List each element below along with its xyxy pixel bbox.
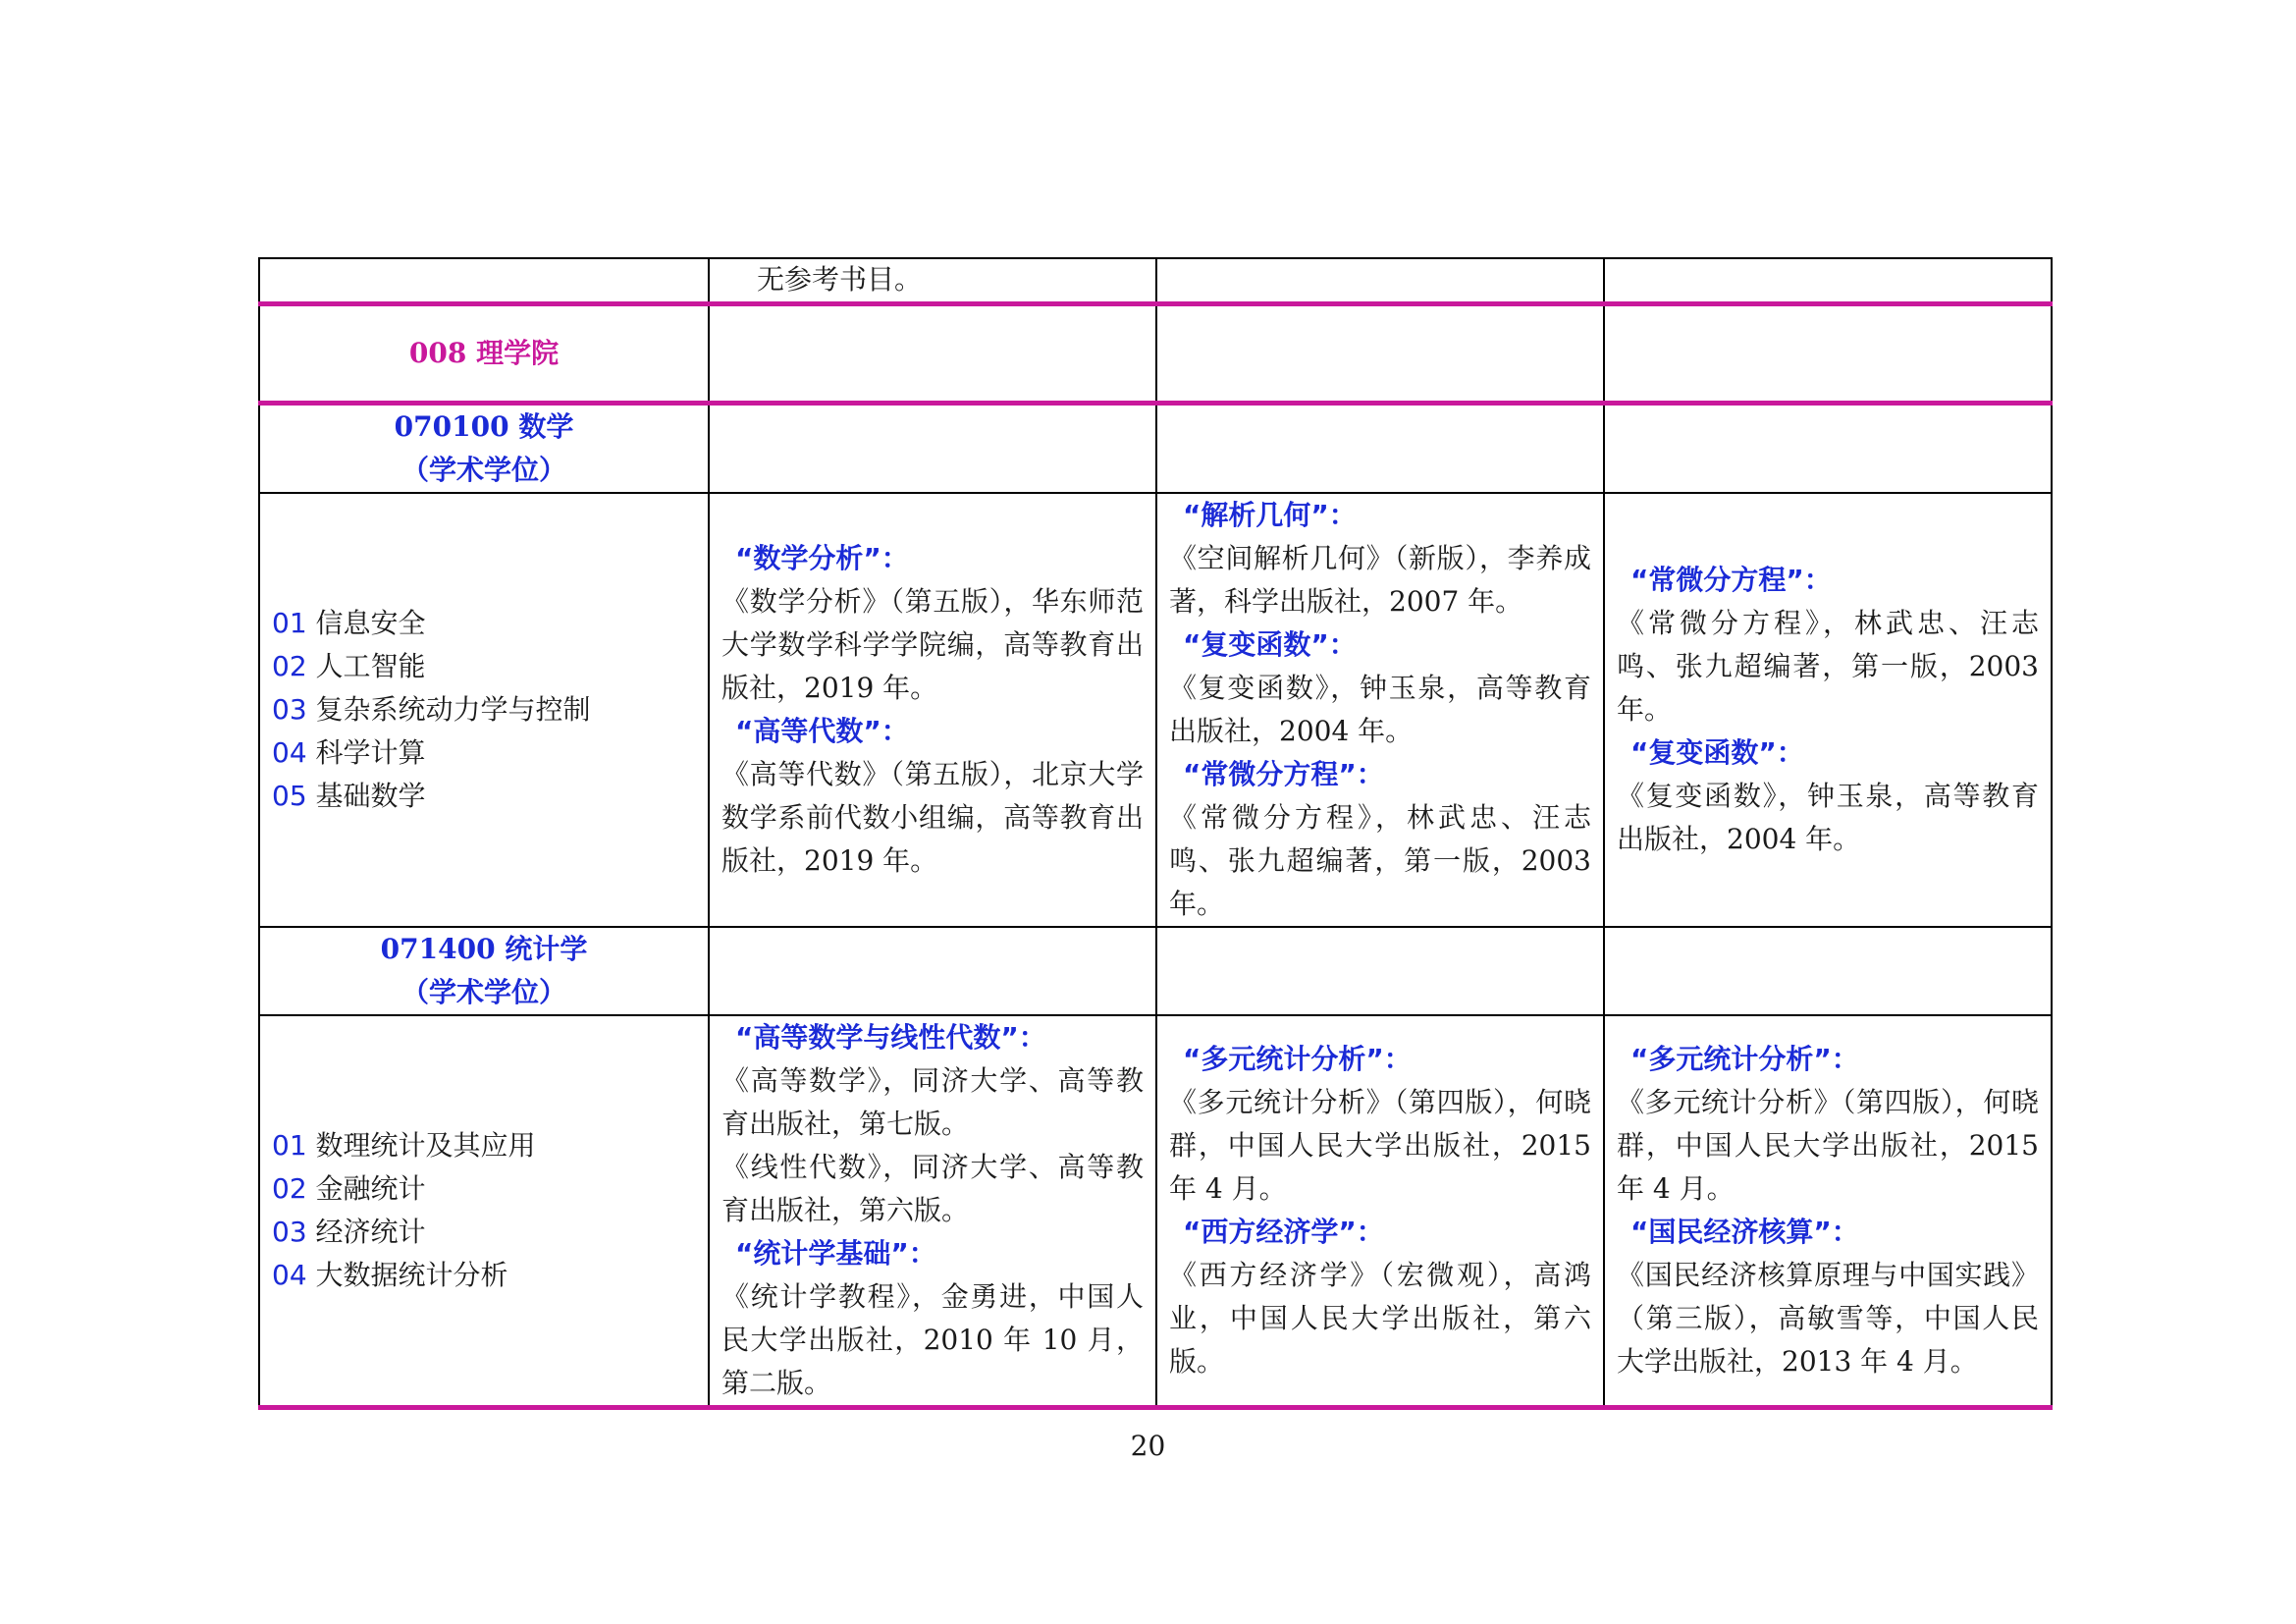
subject-title: “常微分方程”：: [1630, 563, 1832, 596]
direction-item: 05 基础数学: [272, 779, 426, 812]
reference-cell: [709, 493, 1156, 927]
table-row: [259, 403, 2052, 493]
table-cell: [1604, 258, 2052, 303]
subject-title: “数学分析”：: [735, 541, 909, 574]
table-row: [259, 258, 2052, 303]
book-entry: 《复变函数》，钟玉泉，高等教育出版社，2004 年。: [1617, 779, 2039, 855]
book-entry: 《常微分方程》，林武忠、汪志鸣、张九超编著，第一版，2003 年。: [1617, 606, 2039, 726]
college-title: 008 理学院: [259, 303, 709, 403]
book-entry: 《高等代数》（第五版），北京大学数学系前代数小组编，高等教育出版社，2019 年。: [721, 757, 1144, 877]
book-entry: 《常微分方程》，林武忠、汪志鸣、张九超编著，第一版，2003 年。: [1169, 800, 1591, 920]
table-cell: [709, 403, 1156, 493]
book-entry: 《多元统计分析》（第四版），何晓群，中国人民大学出版社，2015 年 4 月。: [1169, 1085, 1591, 1205]
major-title: [259, 927, 709, 1015]
direction-item: 04 大数据统计分析: [272, 1258, 508, 1291]
major-degree-type: （学术学位）: [400, 453, 566, 486]
book-entry: 《西方经济学》（宏微观），高鸿业，中国人民大学出版社，第六版。: [1169, 1258, 1591, 1378]
major-code-name: 071400 统计学: [380, 932, 588, 965]
major-title: [259, 403, 709, 493]
reference-book-table: [258, 257, 2053, 1410]
direction-item: 01 数理统计及其应用: [272, 1128, 536, 1162]
subject-title: “国民经济核算”：: [1630, 1215, 1859, 1248]
direction-list: [259, 1015, 709, 1408]
reference-cell: [1604, 1015, 2052, 1408]
subject-title: “高等数学与线性代数”：: [735, 1020, 1046, 1054]
subject-title: “多元统计分析”：: [1183, 1042, 1412, 1075]
no-reference-note: 无参考书目。: [757, 263, 923, 297]
table-cell: [709, 258, 1156, 303]
subject-title: “复变函数”：: [1630, 735, 1804, 769]
direction-item: 02 金融统计: [272, 1171, 426, 1205]
subject-title: “西方经济学”：: [1183, 1215, 1384, 1248]
subject-title: “高等代数”：: [735, 714, 909, 747]
table-row: [259, 927, 2052, 1015]
table-row: [259, 303, 2052, 403]
reference-cell: [1156, 1015, 1604, 1408]
book-entry: 《统计学教程》，金勇进，中国人民大学出版社，2010 年 10 月，第二版。: [721, 1279, 1144, 1399]
book-entry: 《多元统计分析》（第四版），何晓群，中国人民大学出版社，2015 年 4 月。: [1617, 1085, 2039, 1205]
book-entry: 《线性代数》，同济大学、高等教育出版社，第六版。: [721, 1150, 1144, 1226]
subject-title: “解析几何”：: [1183, 498, 1357, 531]
book-entry: 《复变函数》，钟玉泉，高等教育出版社，2004 年。: [1169, 671, 1591, 747]
reference-cell: [1156, 493, 1604, 927]
table-cell: [1604, 303, 2052, 403]
direction-item: 03 复杂系统动力学与控制: [272, 692, 591, 726]
direction-list: [259, 493, 709, 927]
subject-title: “多元统计分析”：: [1630, 1042, 1859, 1075]
subject-title: “常微分方程”：: [1183, 757, 1384, 790]
table-cell: [259, 258, 709, 303]
table-row: [259, 493, 2052, 927]
page-number: 20: [1130, 1430, 1166, 1462]
table-cell: [1604, 403, 2052, 493]
book-entry: 《数学分析》（第五版），华东师范大学数学科学学院编，高等教育出版社，2019 年。: [721, 584, 1144, 704]
major-code-name: 070100 数学: [394, 409, 574, 443]
book-entry: 《国民经济核算原理与中国实践》（第三版），高敏雪等，中国人民大学出版社，2013 年 4 月。: [1617, 1258, 2039, 1378]
subject-title: “统计学基础”：: [735, 1236, 936, 1270]
reference-cell: [1604, 493, 2052, 927]
table-row: [259, 1015, 2052, 1408]
table-cell: [1156, 927, 1604, 1015]
major-degree-type: （学术学位）: [400, 975, 566, 1008]
book-entry: 《高等数学》，同济大学、高等教育出版社，第七版。: [721, 1063, 1144, 1140]
table-cell: [1156, 258, 1604, 303]
direction-item: 02 人工智能: [272, 649, 426, 682]
subject-title: “复变函数”：: [1183, 627, 1357, 661]
table-cell: [709, 927, 1156, 1015]
direction-item: 03 经济统计: [272, 1215, 426, 1248]
book-entry: 《空间解析几何》（新版），李养成著，科学出版社，2007 年。: [1169, 541, 1591, 618]
direction-item: 04 科学计算: [272, 735, 426, 769]
table-cell: [1604, 927, 2052, 1015]
table-cell: [1156, 303, 1604, 403]
direction-item: 01 信息安全: [272, 606, 426, 639]
table-cell: [1156, 403, 1604, 493]
reference-cell: [709, 1015, 1156, 1408]
table-cell: [709, 303, 1156, 403]
